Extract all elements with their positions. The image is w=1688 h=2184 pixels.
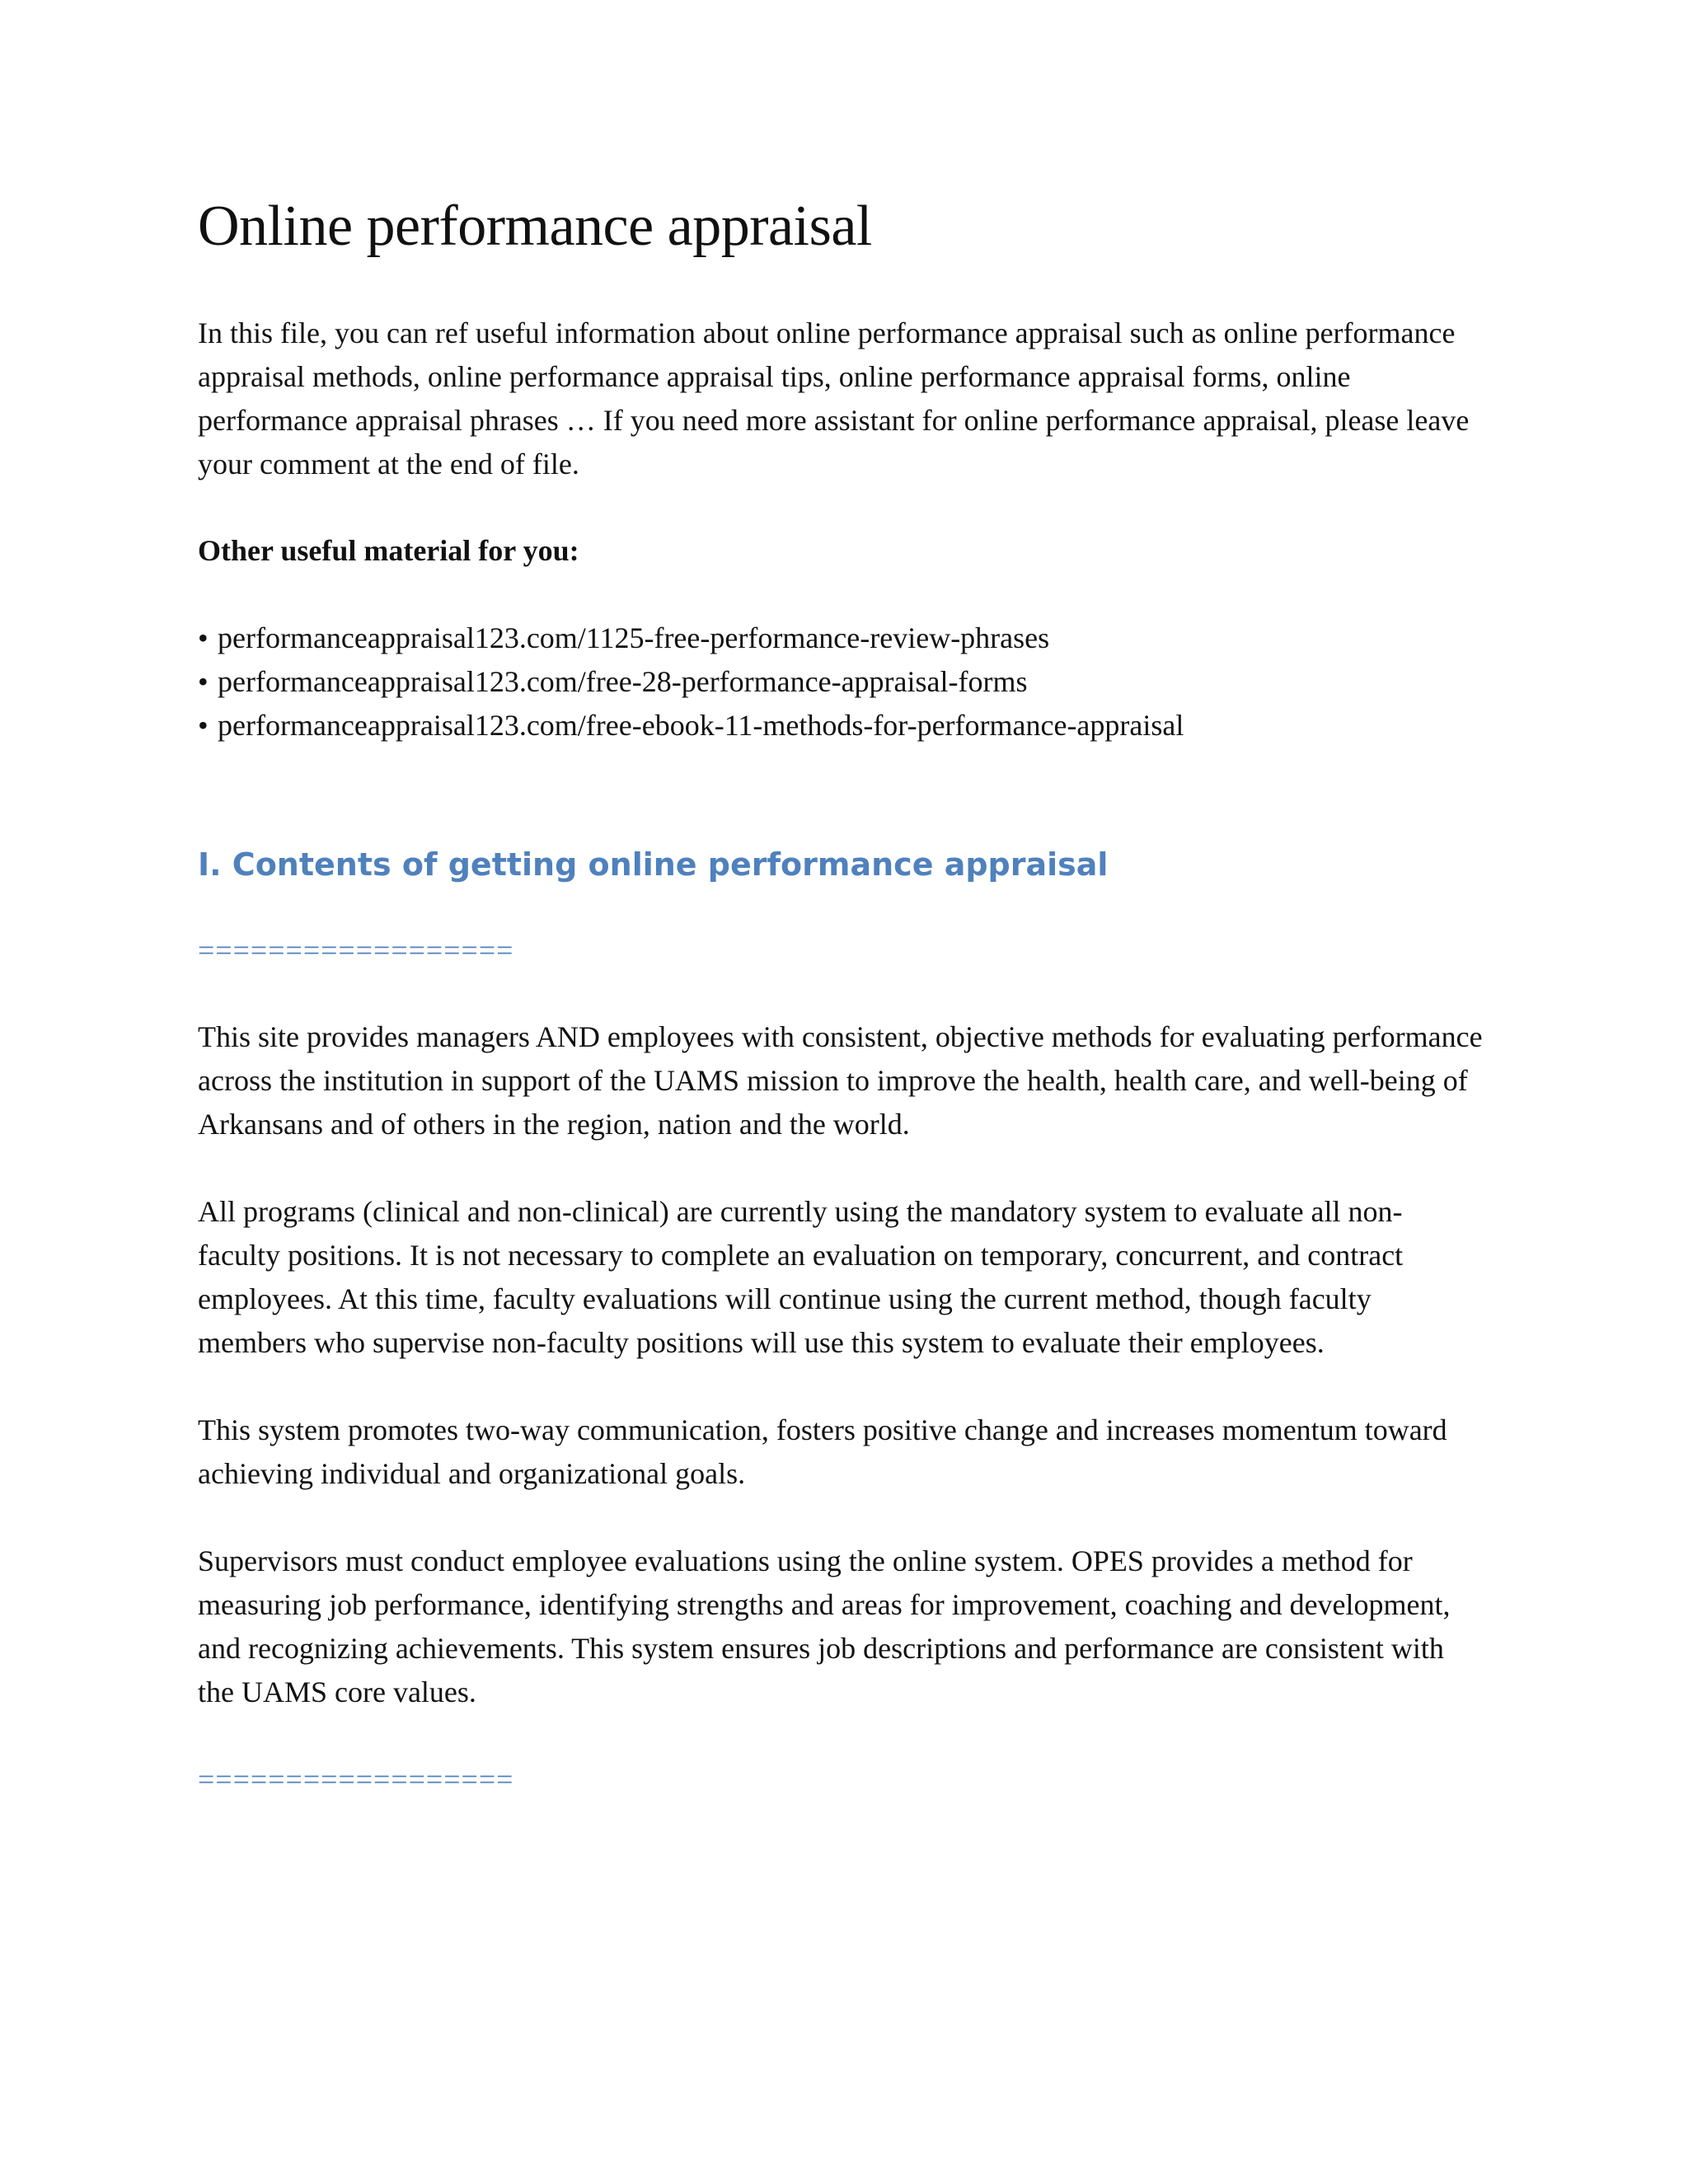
material-link-forms[interactable]: performanceappraisal123.com/free-28-performance-appraisal-forms <box>218 665 1028 698</box>
body-paragraph-communication: This system promotes two-way communication, fosters positive change and increases momentum toward achieving individual and organizational goals. <box>198 1413 1447 1490</box>
material-link-list <box>198 616 1484 748</box>
page-title: Online performance appraisal <box>198 194 872 258</box>
bullet-icon: • <box>198 709 209 742</box>
section-heading: I. Contents of getting online performance appraisal <box>198 846 1109 883</box>
material-link-phrases[interactable]: performanceappraisal123.com/1125-free-performance-review-phrases <box>218 621 1050 654</box>
list-item[interactable] <box>198 616 1484 660</box>
document-content <box>198 190 1484 1844</box>
body-paragraph-programs: All programs (clinical and non-clinical) are currently using the mandatory system to evaluate all non-faculty positions. It is not necessary to complete an evaluation on temporary, concurrent, and contract employees. At this time, faculty evaluations will continue using the current method, though faculty members who supervise non-faculty positions will use this system to evaluate their employees. <box>198 1195 1404 1359</box>
list-item[interactable] <box>198 704 1484 748</box>
material-link-ebook[interactable]: performanceappraisal123.com/free-ebook-11-methods-for-performance-appraisal <box>218 709 1184 742</box>
list-item[interactable] <box>198 660 1484 704</box>
body-paragraph-supervisors: Supervisors must conduct employee evaluations using the online system. OPES provides a method for measuring job performance, identifying strengths and areas for improvement, coaching and development, and recognizing achievements. This system ensures job descriptions and performance are consistent with the UAMS core values. <box>198 1544 1451 1708</box>
end-divider: ================== <box>198 1763 514 1796</box>
section-divider: ================== <box>198 934 514 967</box>
bullet-icon: • <box>198 665 209 698</box>
intro-paragraph: In this file, you can ref useful information about online performance appraisal such as online performance appraisal methods, online performance appraisal tips, online performance appraisal forms, online performance appraisal phrases … If you need more assistant for online performance appraisal, please leave your comment at the end of file. <box>198 316 1470 480</box>
bullet-icon: • <box>198 621 209 654</box>
other-material-heading: Other useful material for you: <box>198 534 579 567</box>
body-paragraph-mission: This site provides managers AND employees with consistent, objective methods for evaluating performance across the institution in support of the UAMS mission to improve the health, health care, and well-being of Arkansans and of others in the region, nation and the world. <box>198 1020 1483 1141</box>
